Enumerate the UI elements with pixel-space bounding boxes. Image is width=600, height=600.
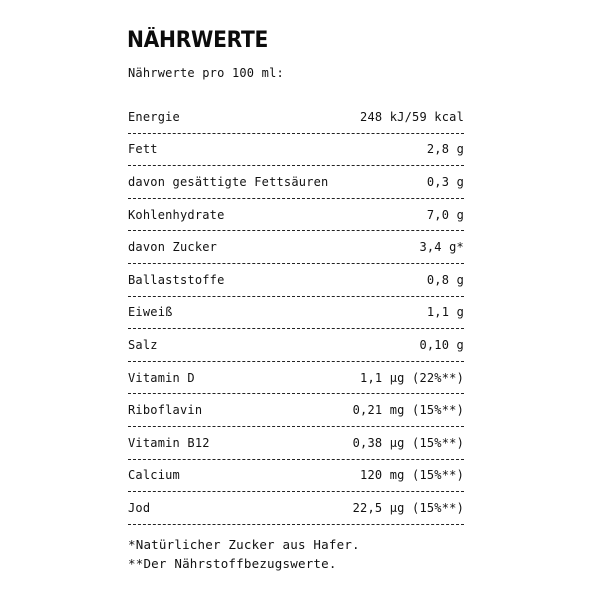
- row-value: 0,3 g: [426, 174, 464, 189]
- table-row: [128, 134, 464, 167]
- row-label: Riboflavin: [128, 403, 203, 418]
- table-row: [128, 166, 464, 199]
- row-value: 248 kJ/59 kcal: [360, 109, 464, 124]
- row-value: 0,10 g: [419, 337, 464, 352]
- table-row: [128, 492, 464, 525]
- table-row: [128, 199, 464, 232]
- row-value: 1,1 µg (22%**): [360, 370, 464, 385]
- row-label: davon Zucker: [128, 240, 218, 255]
- row-value: 0,8 g: [426, 272, 464, 287]
- row-label: Fett: [128, 142, 158, 157]
- row-label: Eiweiß: [128, 305, 173, 320]
- row-label: Energie: [128, 109, 180, 124]
- row-label: Calcium: [128, 468, 180, 483]
- row-label: Vitamin D: [128, 370, 195, 385]
- footnotes: [128, 535, 360, 573]
- row-value: 0,38 µg (15%**): [352, 435, 464, 450]
- table-row: [128, 231, 464, 264]
- row-value: 1,1 g: [426, 305, 464, 320]
- row-value: 120 mg (15%**): [360, 468, 464, 483]
- table-row: [128, 297, 464, 330]
- table-row: [128, 427, 464, 460]
- nutrition-table: [128, 101, 464, 525]
- row-label: Ballaststoffe: [128, 272, 225, 287]
- table-row: [128, 362, 464, 395]
- row-value: 7,0 g: [426, 207, 464, 222]
- footnote-reference-values: **Der Nährstoffbezugswerte.: [128, 556, 337, 571]
- table-row: [128, 394, 464, 427]
- table-row: [128, 460, 464, 493]
- row-value: 0,21 mg (15%**): [352, 403, 464, 418]
- table-row: [128, 101, 464, 134]
- row-label: Kohlenhydrate: [128, 207, 225, 222]
- row-value: 22,5 µg (15%**): [352, 500, 464, 515]
- row-value: 2,8 g: [426, 142, 464, 157]
- row-label: Salz: [128, 337, 158, 352]
- table-row: [128, 264, 464, 297]
- footnote-sugar: *Natürlicher Zucker aus Hafer.: [128, 537, 360, 552]
- row-value: 3,4 g*: [419, 240, 464, 255]
- row-label: Vitamin B12: [128, 435, 210, 450]
- row-label: davon gesättigte Fettsäuren: [128, 174, 329, 189]
- page-title: NÄHRWERTE: [127, 28, 269, 53]
- nutrition-subtitle: Nährwerte pro 100 ml:: [128, 66, 284, 80]
- table-row: [128, 329, 464, 362]
- row-label: Jod: [128, 500, 151, 515]
